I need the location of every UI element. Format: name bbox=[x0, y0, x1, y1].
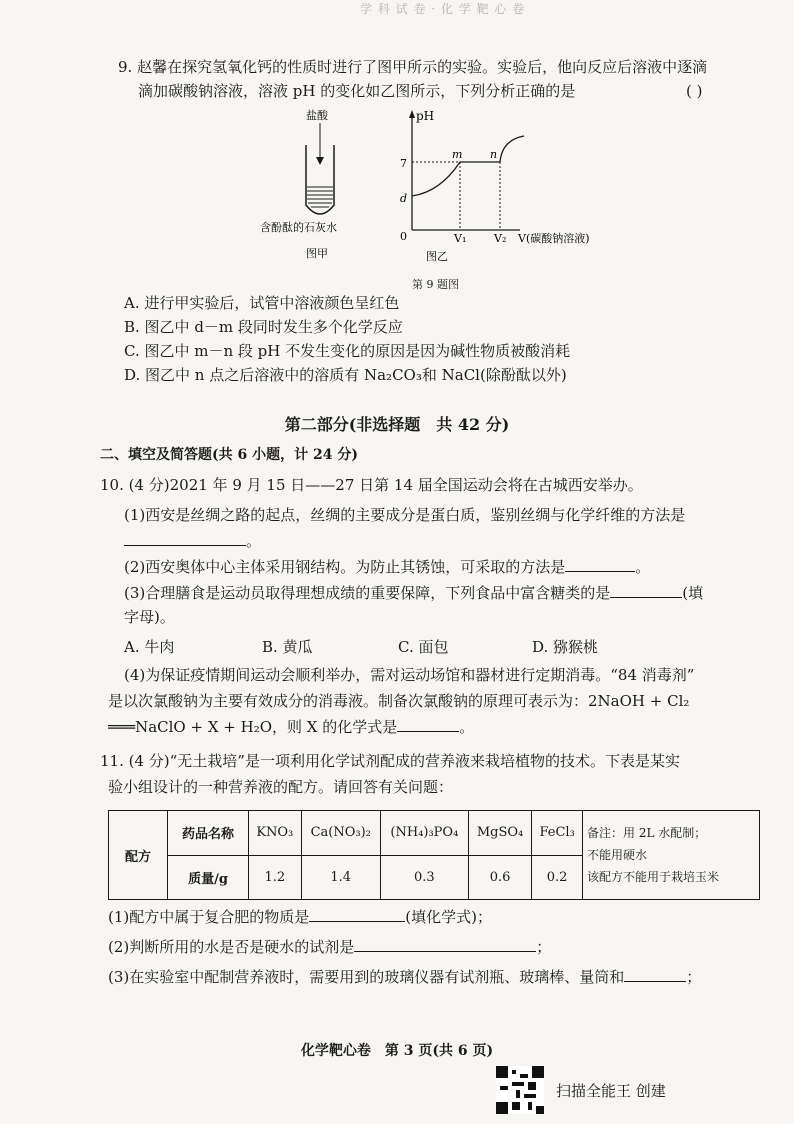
q11-part1-text: (1)配方中属于复合肥的物质是 bbox=[108, 908, 310, 926]
table-chem-1: Ca(NO₃)₂ bbox=[301, 811, 380, 856]
q9-line2: 滴加碳酸钠溶液，溶液 pH 的变化如乙图所示，下列分析正确的是 bbox=[138, 82, 576, 100]
point-n: n bbox=[490, 148, 498, 161]
table-mass-3: 0.6 bbox=[468, 855, 531, 900]
q10-option-a: A. 牛肉 bbox=[124, 638, 175, 656]
page-footer: 化学靶心卷 第 3 页(共 6 页) bbox=[300, 1043, 494, 1059]
y-tick-7: 7 bbox=[400, 157, 407, 170]
q10-option-b: B. 黄瓜 bbox=[262, 638, 313, 656]
section2-title: 二、填空及简答题(共 6 小题，计 24 分) bbox=[100, 447, 358, 463]
q10-part1-end: 。 bbox=[246, 532, 262, 550]
table-mass-4: 0.2 bbox=[532, 855, 583, 900]
q10-part3-line2: 字母)。 bbox=[124, 608, 175, 626]
table-note-1: 不能用硬水 bbox=[587, 848, 648, 862]
answer-blank[interactable] bbox=[610, 583, 682, 598]
q9-line1: 9. 赵馨在探究氢氧化钙的性质时进行了图甲所示的实验。实验后，他向反应后溶液中逐滴 bbox=[118, 58, 708, 76]
fig-a-label: 图甲 bbox=[306, 247, 328, 260]
q11-part2-end: ； bbox=[536, 938, 552, 956]
table-chem-2: (NH₄)₃PO₄ bbox=[380, 811, 468, 856]
q10-part1-answer bbox=[124, 530, 261, 552]
table-col-name: 药品名称 bbox=[168, 811, 249, 856]
q10-part4-l3-text: ═══NaClO + X + H₂O，则 X 的化学式是 bbox=[108, 718, 398, 736]
q11-part1-tail: (填化学式)； bbox=[405, 908, 492, 926]
q11-part3-end: ； bbox=[686, 968, 702, 986]
answer-blank[interactable] bbox=[624, 967, 686, 982]
table-row-head: 配方 bbox=[109, 811, 168, 900]
q10-option-d: D. 猕猴桃 bbox=[532, 638, 599, 656]
table-col-mass: 质量/g bbox=[168, 855, 249, 900]
q10-part4-l3 bbox=[108, 716, 474, 738]
q11-part3-text: (3)在实验室中配制营养液时，需要用到的玻璃仪器有试剂瓶、玻璃棒、量筒和 bbox=[108, 968, 625, 986]
q10-part3-tail: (填 bbox=[682, 584, 704, 602]
answer-blank[interactable] bbox=[124, 531, 246, 546]
origin-label: 0 bbox=[400, 230, 407, 243]
y-tick-d: d bbox=[400, 192, 408, 205]
q10-option-c: C. 面包 bbox=[398, 638, 449, 656]
x-tick-v2: V₂ bbox=[494, 232, 507, 245]
figure-caption: 第 9 题图 bbox=[412, 278, 459, 291]
fig-b-label: 图乙 bbox=[426, 250, 448, 263]
q10-part2-end: 。 bbox=[635, 558, 651, 576]
table-chem-4: FeCl₃ bbox=[532, 811, 583, 856]
table-note-2: 该配方不能用于栽培玉米 bbox=[587, 870, 720, 884]
header-faint: 学 科 试 卷 · 化 学 靶 心 卷 bbox=[360, 2, 526, 16]
y-axis-label: pH bbox=[416, 109, 435, 123]
q11-part3 bbox=[108, 966, 701, 988]
q10-intro: 10. (4 分)2021 年 9 月 15 日——27 日第 14 届全国运动会将在古城西安举办。 bbox=[100, 476, 643, 494]
q9-option-d: D. 图乙中 n 点之后溶液中的溶质有 Na₂CO₃和 NaCl(除酚酞以外) bbox=[124, 366, 567, 384]
answer-blank[interactable] bbox=[309, 907, 405, 922]
point-m: m bbox=[452, 148, 463, 161]
answer-blank[interactable] bbox=[354, 937, 536, 952]
table-chem-3: MgSO₄ bbox=[468, 811, 531, 856]
figure-test-tube bbox=[250, 105, 390, 265]
q11-part2-text: (2)判断所用的水是否是硬水的试剂是 bbox=[108, 938, 355, 956]
table-notes bbox=[583, 811, 760, 900]
answer-blank[interactable] bbox=[397, 717, 459, 732]
q10-part2-text: (2)西安奥体中心主体采用钢结构。为防止其锈蚀，可采取的方法是 bbox=[124, 558, 566, 576]
acid-label: 盐酸 bbox=[306, 109, 328, 122]
q10-part3 bbox=[124, 582, 703, 604]
q11-intro1: 11. (4 分)“无土栽培”是一项利用化学试剂配成的营养液来栽培植物的技术。下表是某实 bbox=[100, 752, 680, 770]
part2-title: 第二部分(非选择题 共 42 分) bbox=[284, 415, 510, 434]
q9-option-a: A. 进行甲实验后，试管中溶液颜色呈红色 bbox=[124, 294, 400, 312]
q11-part2 bbox=[108, 936, 551, 958]
q10-part2 bbox=[124, 556, 650, 578]
x-axis-label: V(碳酸钠溶液) bbox=[518, 232, 590, 245]
q10-part1: (1)西安是丝绸之路的起点，丝绸的主要成分是蛋白质，鉴别丝绸与化学纤维的方法是 bbox=[124, 506, 686, 524]
q10-part3-text: (3)合理膳食是运动员取得理想成绩的重要保障，下列食品中富含糖类的是 bbox=[124, 584, 611, 602]
x-tick-v1: V₁ bbox=[454, 232, 467, 245]
tube-label: 含酚酞的石灰水 bbox=[260, 221, 337, 234]
figure-ph-curve bbox=[390, 100, 650, 270]
formula-table bbox=[108, 810, 760, 900]
q9-answer-bracket: ( ) bbox=[686, 82, 703, 100]
q10-part4-end: 。 bbox=[459, 718, 475, 736]
scanner-watermark: 扫描全能王 创建 bbox=[556, 1082, 666, 1100]
table-mass-0: 1.2 bbox=[249, 855, 302, 900]
answer-blank[interactable] bbox=[565, 557, 635, 572]
table-chem-0: KNO₃ bbox=[249, 811, 302, 856]
q9-option-c: C. 图乙中 m－n 段 pH 不发生变化的原因是因为碱性物质被酸消耗 bbox=[124, 342, 571, 360]
table-mass-1: 1.4 bbox=[301, 855, 380, 900]
q9-option-b: B. 图乙中 d－m 段同时发生多个化学反应 bbox=[124, 318, 403, 336]
q11-part1 bbox=[108, 906, 492, 928]
table-mass-2: 0.3 bbox=[380, 855, 468, 900]
q10-part4-l1: (4)为保证疫情期间运动会顺利举办，需对运动场馆和器材进行定期消毒。“84 消毒剂” bbox=[124, 666, 695, 684]
table-note-0: 备注：用 2L 水配制； bbox=[587, 826, 707, 840]
q10-part4-l2: 是以次氯酸钠为主要有效成分的消毒液。制备次氯酸钠的原理可表示为：2NaOH + Cl₂ bbox=[108, 692, 690, 710]
q11-intro2: 验小组设计的一种营养液的配方。请回答有关问题： bbox=[108, 778, 454, 796]
qr-code-icon bbox=[496, 1066, 544, 1114]
